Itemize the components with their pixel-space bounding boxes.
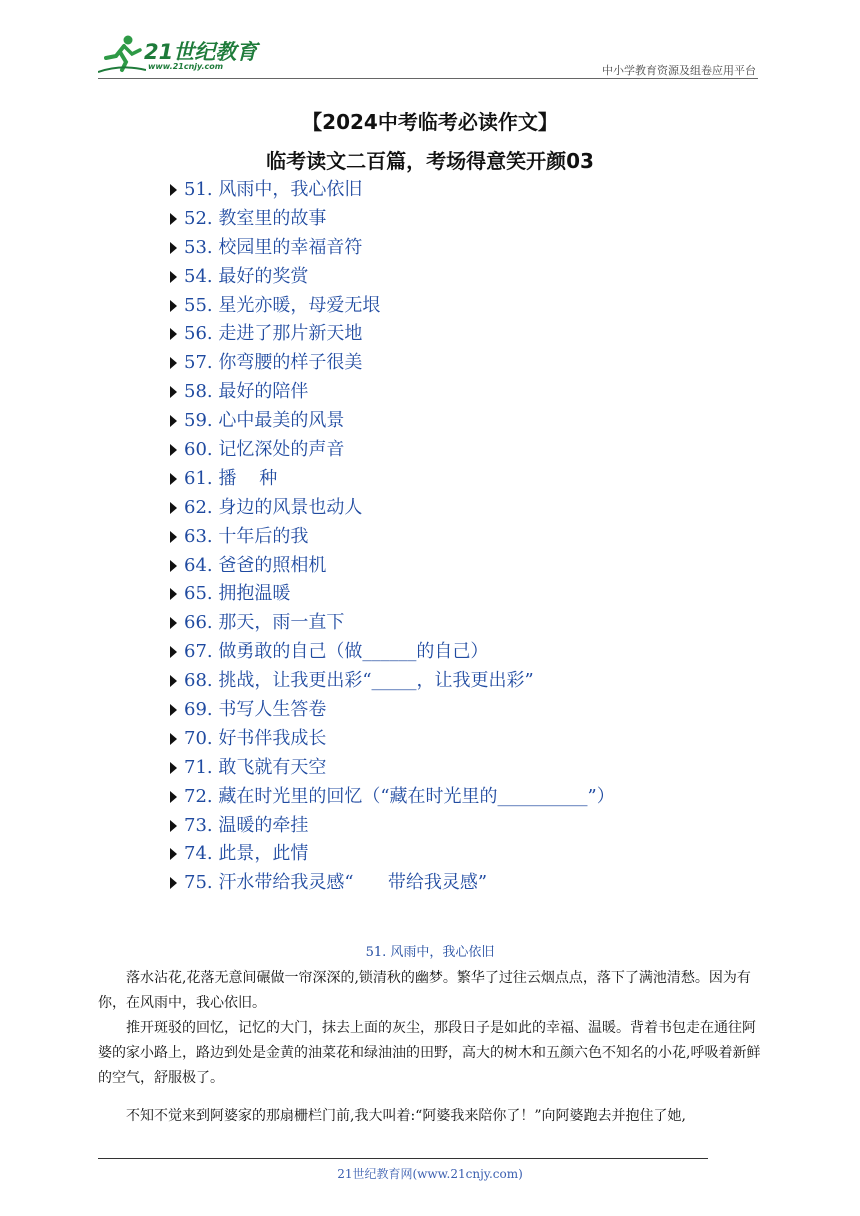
toc-item[interactable]: 59. 心中最美的风景: [170, 407, 615, 436]
bullet-arrow-icon: [170, 877, 177, 889]
bullet-arrow-icon: [170, 184, 177, 196]
essay-paragraph: 推开斑驳的回忆，记忆的大门，抹去上面的灰尘，那段日子是如此的幸福、温暖。背着书包走在通往阿婆的家小路上，路边到处是金黄的油菜花和绿油油的田野，高大的树木和五颜六色不知名的小花,呼吸着新鲜的空气，舒服极了。: [98, 1020, 761, 1086]
bullet-arrow-icon: [170, 791, 177, 803]
toc-item[interactable]: 73. 温暖的牵挂: [170, 812, 615, 841]
bullet-arrow-icon: [170, 617, 177, 629]
bullet-arrow-icon: [170, 444, 177, 456]
document-title-line2: 临考读文二百篇，考场得意笑开颜03: [266, 149, 594, 173]
page-footer: 21世纪教育网(www.21cnjy.com): [337, 1167, 523, 1181]
bullet-arrow-icon: [170, 328, 177, 340]
logo-text: 21世纪教育: [144, 40, 258, 64]
header-tagline: 中小学教育资源及组卷应用平台: [602, 64, 756, 77]
bullet-arrow-icon: [170, 357, 177, 369]
toc-item[interactable]: 52. 教室里的故事: [170, 205, 615, 234]
toc-item[interactable]: 58. 最好的陪伴: [170, 378, 615, 407]
toc-item[interactable]: 65. 拥抱温暖: [170, 580, 615, 609]
bullet-arrow-icon: [170, 704, 177, 716]
section-heading: 51. 风雨中，我心依旧: [365, 945, 495, 960]
toc-item[interactable]: 74. 此景，此情: [170, 840, 615, 869]
toc-item[interactable]: 51. 风雨中，我心依旧: [170, 176, 615, 205]
toc-item[interactable]: 56. 走进了那片新天地: [170, 320, 615, 349]
toc-item[interactable]: 53. 校园里的幸福音符: [170, 234, 615, 263]
bullet-arrow-icon: [170, 300, 177, 312]
bullet-arrow-icon: [170, 560, 177, 572]
bullet-arrow-icon: [170, 386, 177, 398]
bullet-arrow-icon: [170, 848, 177, 860]
toc-item[interactable]: 63. 十年后的我: [170, 523, 615, 552]
toc-item[interactable]: 62. 身边的风景也动人: [170, 494, 615, 523]
bullet-arrow-icon: [170, 646, 177, 658]
bullet-arrow-icon: [170, 820, 177, 832]
toc-item[interactable]: 54. 最好的奖赏: [170, 263, 615, 292]
toc-item[interactable]: 55. 星光亦暖，母爱无垠: [170, 292, 615, 321]
bullet-arrow-icon: [170, 762, 177, 774]
toc-item[interactable]: 67. 做勇敢的自己（做______的自己）: [170, 638, 615, 667]
toc-item[interactable]: 60. 记忆深处的声音: [170, 436, 615, 465]
toc-item[interactable]: 66. 那天，雨一直下: [170, 609, 615, 638]
document-title-line1: 【2024中考临考必读作文】: [302, 110, 558, 134]
toc-item[interactable]: 57. 你弯腰的样子很美: [170, 349, 615, 378]
bullet-arrow-icon: [170, 213, 177, 225]
bullet-arrow-icon: [170, 242, 177, 254]
header-divider: [98, 78, 758, 79]
logo-url: www.21cnjy.com: [148, 62, 224, 71]
toc-item[interactable]: 71. 敢飞就有天空: [170, 754, 615, 783]
essay-paragraph: 不知不觉来到阿婆家的那扇栅栏门前,我大叫着:“阿婆我来陪你了！”向阿婆跑去并抱住了她,: [126, 1108, 686, 1124]
toc-item[interactable]: 70. 好书伴我成长: [170, 725, 615, 754]
runner-logo-icon: [98, 34, 146, 74]
bullet-arrow-icon: [170, 588, 177, 600]
site-logo: [98, 34, 268, 74]
bullet-arrow-icon: [170, 531, 177, 543]
toc-item[interactable]: 75. 汗水带给我灵感“ 带给我灵感”: [170, 869, 615, 898]
page-header: [98, 28, 758, 80]
toc-item[interactable]: 68. 挑战，让我更出彩“_____，让我更出彩”: [170, 667, 615, 696]
table-of-contents: [170, 176, 615, 898]
toc-item[interactable]: 64. 爸爸的照相机: [170, 552, 615, 581]
toc-item[interactable]: 69. 书写人生答卷: [170, 696, 615, 725]
toc-item[interactable]: 72. 藏在时光里的回忆（“藏在时光里的__________”）: [170, 783, 615, 812]
bullet-arrow-icon: [170, 415, 177, 427]
footer-divider: [98, 1158, 708, 1159]
bullet-arrow-icon: [170, 733, 177, 745]
bullet-arrow-icon: [170, 473, 177, 485]
essay-paragraph: 落水沾花,花落无意间碾做一帘深深的,锁清秋的幽梦。繁华了过往云烟点点，落下了满池清愁。因为有你，在风雨中，我心依旧。: [98, 970, 751, 1011]
bullet-arrow-icon: [170, 675, 177, 687]
toc-item[interactable]: 61. 播 种: [170, 465, 615, 494]
bullet-arrow-icon: [170, 502, 177, 514]
bullet-arrow-icon: [170, 271, 177, 283]
